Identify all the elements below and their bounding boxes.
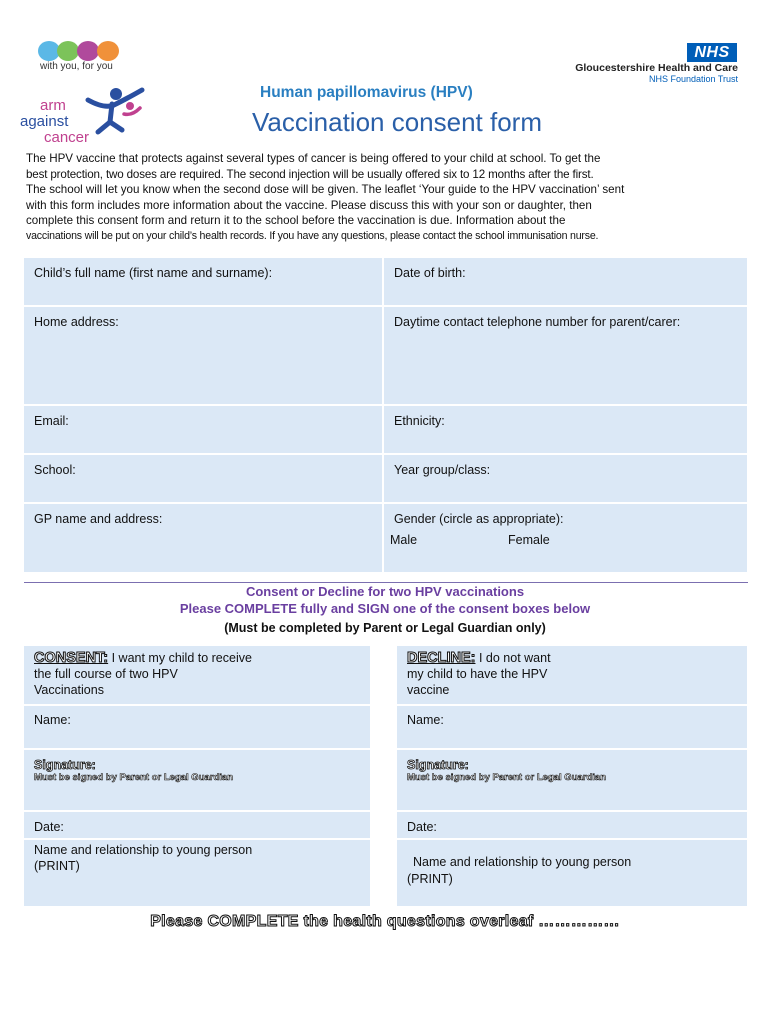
consent-relationship-field[interactable]	[23, 839, 371, 907]
logo-tagline: with you, for you	[40, 61, 113, 72]
consent-line3: Vaccinations	[34, 683, 104, 697]
consent-heading: Consent or Decline for two HPV vaccinations	[245, 584, 525, 599]
email-field[interactable]	[23, 405, 383, 454]
gp-label: GP name and address:	[34, 512, 163, 526]
intro-line: The school will let you know when the second dose will be given. The leaflet ‘Your guide to the HPV vaccination’ sent	[26, 183, 625, 196]
home-address-label: Home address:	[34, 315, 119, 329]
form-subtitle: Human papillomavirus (HPV)	[260, 84, 473, 101]
consent-box[interactable]	[23, 645, 371, 705]
form-title: Vaccination consent form	[252, 107, 542, 137]
dob-label: Date of birth:	[394, 266, 466, 280]
decline-box[interactable]	[396, 645, 748, 705]
decline-line3: vaccine	[407, 683, 450, 697]
cancer-text: cancer	[44, 129, 90, 146]
section-divider	[24, 582, 748, 583]
home-address-field[interactable]	[23, 306, 383, 405]
decline-relationship-label: Name and relationship to young person	[413, 855, 632, 869]
consent-word: CONSENT:	[34, 650, 109, 666]
year-group-field[interactable]	[383, 454, 748, 503]
intro-line: The HPV vaccine that protects against several types of cancer is being offered to your child at school. To get the	[26, 152, 601, 165]
intro-line: vaccinations will be put on your child’s health records. If you have any questions, please contact the school immunisation nurse.	[26, 229, 599, 242]
consent-line1: I want my child to receive	[111, 651, 252, 665]
decline-line1: I do not want	[478, 651, 551, 665]
decline-word: DECLINE:	[407, 650, 476, 666]
ethnicity-field[interactable]	[383, 405, 748, 454]
school-field[interactable]	[23, 454, 383, 503]
consent-line2: the full course of two HPV	[34, 667, 178, 681]
consent-instruction: Please COMPLETE fully and SIGN one of the consent boxes below	[179, 601, 591, 616]
decline-text	[407, 650, 737, 698]
decline-date-label: Date:	[407, 820, 437, 834]
gender-male-option[interactable]: Male	[390, 533, 418, 547]
consent-name-field[interactable]	[23, 705, 371, 749]
email-label: Email:	[34, 414, 69, 428]
trust-logo-dots	[38, 40, 124, 62]
decline-relationship-field[interactable]	[396, 839, 748, 907]
ethnicity-label: Ethnicity:	[394, 414, 445, 428]
dob-field[interactable]	[383, 257, 748, 306]
decline-signature-field[interactable]	[396, 749, 748, 811]
arm-against-cancer-logo	[18, 86, 150, 148]
intro-line: best protection, two doses are required. The second injection will be usually offered six to 12 months after the first.	[26, 167, 594, 181]
child-name-field[interactable]	[23, 257, 383, 306]
consent-text	[34, 650, 360, 698]
consent-relationship-label: Name and relationship to young person	[34, 843, 253, 857]
gender-female-option[interactable]: Female	[508, 533, 550, 547]
consent-name-label: Name:	[34, 713, 71, 727]
gender-options	[390, 533, 550, 547]
consent-date-label: Date:	[34, 820, 64, 834]
trust-subtitle: NHS Foundation Trust	[648, 74, 738, 84]
nhs-logo: NHS	[687, 43, 737, 62]
consent-print-label: (PRINT)	[34, 859, 80, 873]
intro-line: with this form includes more information about the vaccine. Please discuss this with your son or daughter, then	[26, 198, 592, 212]
daytime-phone-label: Daytime contact telephone number for parent/carer:	[394, 315, 681, 329]
intro-paragraph	[26, 151, 750, 244]
decline-print-label: (PRINT)	[407, 872, 453, 886]
consent-signature-label: Signature:	[34, 758, 96, 772]
decline-name-label: Name:	[407, 713, 444, 727]
arm-text: arm	[40, 97, 66, 114]
intro-line: complete this consent form and return it to the school before the vaccination is due. Information about the	[26, 214, 566, 227]
decline-name-field[interactable]	[396, 705, 748, 749]
footer-note: Please COMPLETE the health questions overleaf ……………	[150, 913, 620, 930]
decline-line2: my child to have the HPV	[407, 667, 548, 681]
decline-date-field[interactable]	[396, 811, 748, 839]
consent-signature-field[interactable]	[23, 749, 371, 811]
trust-name: Gloucestershire Health and Care	[575, 62, 738, 74]
school-label: School:	[34, 463, 76, 477]
consent-date-field[interactable]	[23, 811, 371, 839]
daytime-phone-field[interactable]	[383, 306, 748, 405]
consent-guardian-note: (Must be completed by Parent or Legal Guardian only)	[224, 621, 546, 635]
gender-label: Gender (circle as appropriate):	[394, 512, 564, 526]
decline-signature-label: Signature:	[407, 758, 469, 772]
child-name-label: Child’s full name (first name and surname):	[34, 266, 273, 280]
decline-signature-note: Must be signed by Parent or Legal Guardian	[407, 772, 607, 783]
against-text: against	[20, 113, 69, 130]
gp-field[interactable]	[23, 503, 383, 573]
consent-signature-note: Must be signed by Parent or Legal Guardian	[34, 772, 234, 783]
year-group-label: Year group/class:	[394, 463, 491, 477]
